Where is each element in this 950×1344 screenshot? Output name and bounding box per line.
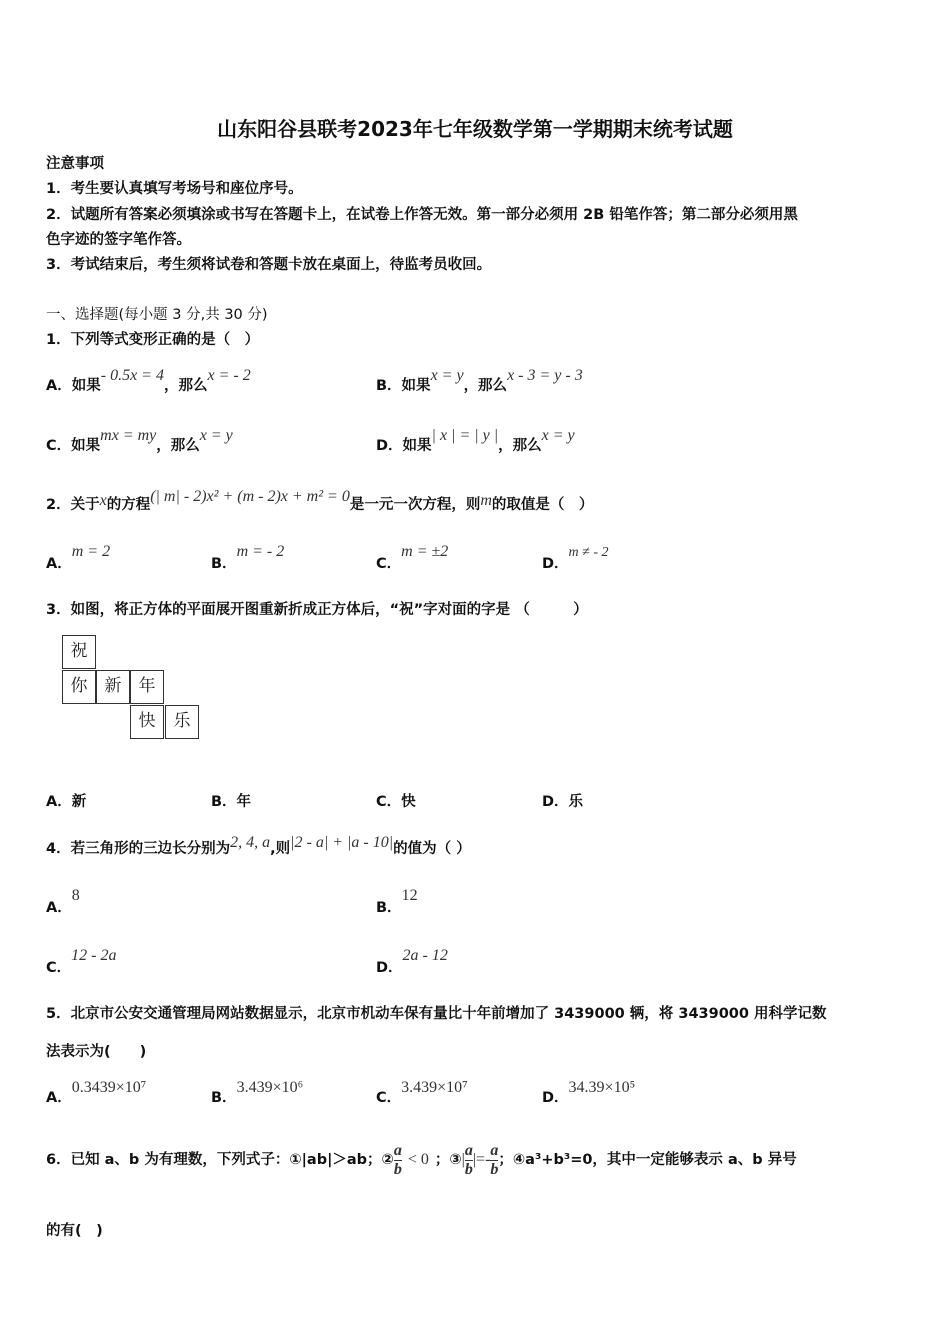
question-stem: 3．如图，将正方体的平面展开图重新折成正方体后，“祝”字对面的字是 （ ）: [46, 602, 588, 618]
option-b: B．12: [376, 887, 418, 916]
notice-item: 3．考试结束后，考生须将试卷和答题卡放在桌面上，待监考员收回。: [46, 257, 492, 273]
option-a: A．m = 2: [46, 543, 111, 572]
cube-cell: 乐: [165, 705, 199, 739]
option-a: A．新: [46, 794, 87, 810]
cube-cell: 你: [62, 670, 96, 704]
option-a: A．0.3439×10⁷: [46, 1079, 147, 1106]
fraction: $\frac{a}{b}$: [490, 1141, 499, 1178]
option-c: C．m = ±2: [376, 543, 449, 572]
page-title: 山东阳谷县联考2023年七年级数学第一学期期末统考试题: [217, 117, 733, 141]
notice-item: 1．考生要认真填写考场号和座位序号。: [46, 181, 303, 197]
cube-cell: 新: [96, 670, 130, 704]
notice-item: 2．试题所有答案必须填涂或书写在答题卡上，在试卷上作答无效。第一部分必须用 2B 铅笔作答；第二部分必须用黑: [46, 207, 798, 223]
cube-cell: 年: [130, 670, 164, 704]
option-c: C．12 - 2a: [46, 947, 117, 976]
option-c: C．3.439×10⁷: [376, 1079, 468, 1106]
option-d: D．m ≠ - 2: [542, 545, 609, 572]
question-stem: 2．关于x的方程(| m| - 2)x² + (m - 2)x + m² = 0是一元一次方程，则m的取值是（ ）: [46, 488, 594, 513]
notice-heading: 注意事项: [46, 156, 104, 172]
question-stem: 6．已知 a、b 为有理数，下列式子：①|ab|＞ab；② $\frac{a}{b}$ < 0 ；③| $\frac{a}{b}$ |=- $\frac{a}{b}$ ；④a³+b³=0，其中一定能够表示 a、b 异号: [46, 1141, 797, 1178]
cube-cell: 祝: [62, 635, 96, 669]
question-stem: 1．下列等式变形正确的是（ ）: [46, 332, 260, 348]
question-stem: 4．若三角形的三边长分别为2, 4, a,则|2 - a| + |a - 10|的值为（ ）: [46, 834, 471, 857]
option-d: D．2a - 12: [376, 947, 448, 976]
option-b: B．m = - 2: [211, 543, 285, 572]
fraction: $\frac{a}{b}$: [393, 1141, 402, 1178]
option-b: B．如果x = y，那么x - 3 = y - 3: [376, 367, 583, 394]
fraction: $\frac{a}{b}$: [464, 1141, 473, 1178]
section-heading: 一、选择题(每小题 3 分,共 30 分): [46, 307, 268, 323]
question-stem: 5．北京市公安交通管理局网站数据显示，北京市机动车保有量比十年前增加了 3439000 辆，将 3439000 用科学记数: [46, 1006, 827, 1022]
cube-cell: 快: [130, 705, 164, 739]
option-c: C．如果mx = my，那么x = y: [46, 427, 233, 454]
option-d: D．34.39×10⁵: [542, 1079, 636, 1106]
option-a: A．8: [46, 887, 80, 916]
option-d: D．如果| x | = | y |，那么x = y: [376, 427, 575, 454]
option-c: C．快: [376, 794, 416, 810]
question-stem-cont: 的有( ): [46, 1223, 103, 1239]
notice-item: 色字迹的签字笔作答。: [46, 232, 191, 248]
option-b: B．3.439×10⁶: [211, 1079, 304, 1106]
question-stem-cont: 法表示为( ): [46, 1044, 147, 1060]
option-b: B．年: [211, 794, 252, 810]
option-d: D．乐: [542, 794, 584, 810]
option-a: A．如果- 0.5x = 4，那么x = - 2: [46, 367, 251, 394]
